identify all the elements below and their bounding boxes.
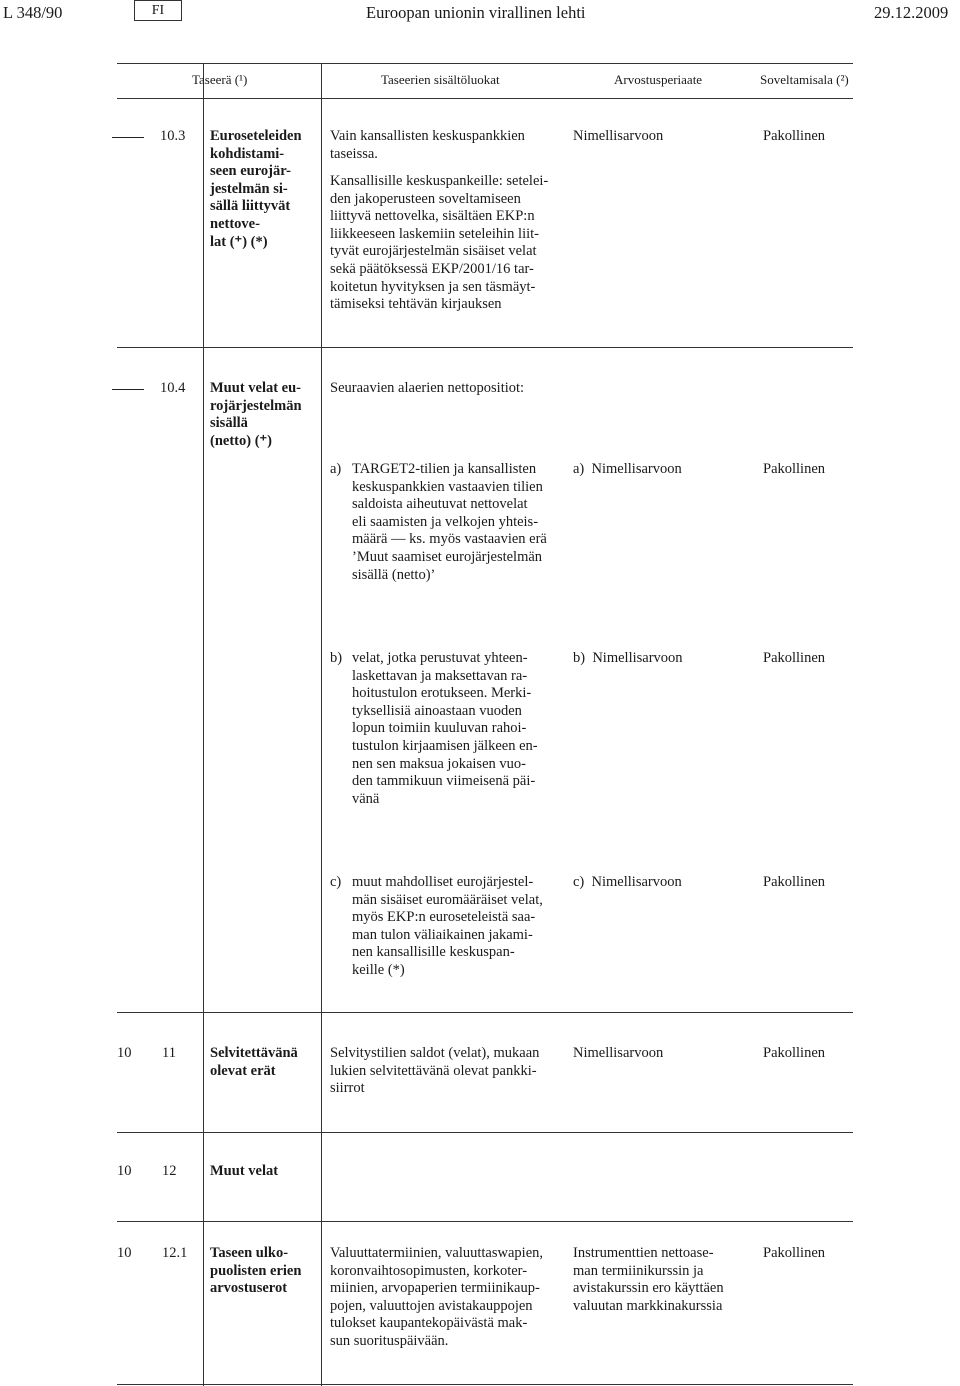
scope-text: Pakollinen [763, 874, 826, 890]
header-bottom-rule [117, 98, 853, 99]
subitem-text: velat, jotka perustuvat yhteen- laskettavan ja maksettavan ra- hoitustulon erotukseen. Merki- tyksellisiä ainoastaan vuoden lopun toimiin kuuluvan rahoi- tustulon kirjaamisen jälkeen en- nen sen maksua jokaisen vuo- den tammikuun viimeisenä päi- vänä [352, 650, 538, 807]
valuation-text: b) Nimellisarvoon [573, 650, 683, 666]
item-name: Taseen ulko- puolisten erien arvostuserot [210, 1245, 302, 1297]
item-content: Kansallisille keskuspankeille: setelei- den jakoperusteen soveltamiseen liittyvä nettovelka, sisältäen EKP:n liikkeeseen laskemiin seteleihin liit- tyvät eurojärjestelmän sisäiset velat sekä päätöksessä EKP/2001/16 tar- koitetun hyvityksen ja sen täsmäyt- tämiseksi tehtävän kirjauksen [330, 173, 549, 313]
dash-marker [112, 137, 144, 138]
column-divider [321, 347, 322, 1012]
item-number: 10.3 [160, 128, 186, 144]
row-divider [117, 1221, 853, 1222]
scope-text: Pakollinen [763, 650, 826, 666]
valuation-text: a) Nimellisarvoon [573, 461, 682, 477]
subitem-text: muut mahdolliset eurojärjestel- män sisäiset euromääräiset velat, myös EKP:n euroseteleistä saa- man tulon väliaikainen jakami- nen kansallisille keskuspan- keille (*) [352, 874, 543, 978]
item-number: 11 [162, 1045, 176, 1061]
subitem-text: TARGET2-tilien ja kansallisten keskuspankkien vastaavien tilien saldoista aiheutuvat nettovelat eli saamisten ja velkojen yhteis- määrä — ks. myös vastaavien erä ’Muut saamiset eurojärjestelmän sisällä (netto)’ [352, 461, 547, 583]
row-divider [117, 1132, 853, 1133]
column-divider [203, 1012, 204, 1132]
column-header-item: Taseerä (¹) [192, 72, 248, 87]
subitem-marker: a) [330, 461, 342, 477]
journal-title: Euroopan unionin virallinen lehti [366, 3, 586, 22]
column-header-content: Taseerien sisältöluokat [381, 72, 500, 87]
page-reference: L 348/90 [3, 3, 63, 22]
publication-date: 29.12.2009 [874, 3, 949, 22]
column-divider [203, 1221, 204, 1386]
item-group-number: 10 [117, 1245, 132, 1261]
column-divider [321, 1221, 322, 1386]
column-divider [203, 347, 204, 1012]
scope-text: Pakollinen [763, 1045, 826, 1061]
valuation-text: Instrumenttien nettoase- man termiinikurssin ja avistakurssin ero käyttäen valuutan markkinakurssia [573, 1245, 724, 1314]
column-divider [203, 63, 204, 348]
language-badge: FI [134, 0, 182, 21]
dash-marker [112, 389, 144, 390]
valuation-text: Nimellisarvoon [573, 128, 664, 144]
row-divider [117, 347, 853, 348]
item-group-number: 10 [117, 1163, 132, 1179]
item-number: 12 [162, 1163, 177, 1179]
item-name: Euroseteleiden kohdistami- seen eurojär- jestelmän si- sällä liittyvät nettove- lat (⁺) (*) [210, 128, 302, 250]
column-divider [321, 63, 322, 348]
item-content: Selvitystilien saldot (velat), mukaan lukien selvitettävänä olevat pankki- siirrot [330, 1045, 540, 1097]
column-divider [203, 1132, 204, 1221]
item-name: Muut velat [210, 1163, 279, 1179]
column-divider [321, 1012, 322, 1132]
item-number: 10.4 [160, 380, 186, 396]
table-top-rule [117, 63, 853, 64]
subitem-marker: b) [330, 650, 343, 666]
column-header-scope: Soveltamisala (²) [760, 72, 849, 87]
item-name: Muut velat eu- rojärjestelmän sisällä (netto) (⁺) [210, 380, 302, 449]
valuation-text: Nimellisarvoon [573, 1045, 664, 1061]
scope-text: Pakollinen [763, 461, 826, 477]
scope-text: Pakollinen [763, 1245, 826, 1261]
table-bottom-rule [117, 1384, 853, 1385]
column-header-valuation: Arvostusperiaate [614, 72, 703, 87]
column-divider [321, 1132, 322, 1221]
valuation-text: c) Nimellisarvoon [573, 874, 682, 890]
item-content-intro: Seuraavien alaerien nettopositiot: [330, 380, 525, 396]
item-name: Selvitettävänä olevat erät [210, 1045, 298, 1079]
item-number: 12.1 [162, 1245, 188, 1261]
item-content: Valuuttatermiinien, valuuttaswapien, koronvaihtosopimusten, korkoter- miinien, arvopaperien termiinikaup- pojen, valuuttojen avistakauppojen tulokset kaupantekopäivästä mak- sun suorituspäivään. [330, 1245, 544, 1349]
item-group-number: 10 [117, 1045, 132, 1061]
subitem-marker: c) [330, 874, 342, 890]
item-content: Vain kansallisten keskuspankkien taseissa. [330, 128, 525, 162]
row-divider [117, 1012, 853, 1013]
scope-text: Pakollinen [763, 128, 826, 144]
